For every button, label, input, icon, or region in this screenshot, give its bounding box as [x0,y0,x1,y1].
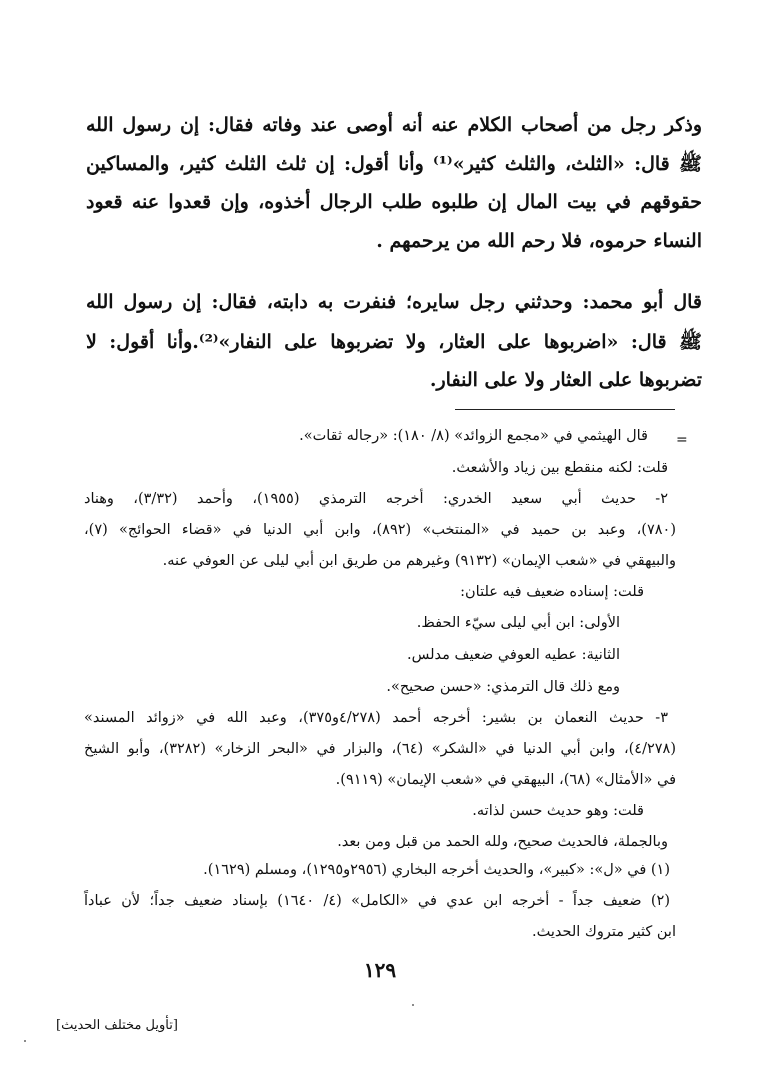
footnote-line: قلت: إسناده ضعيف فيه علتان: [460,584,644,600]
footnote-line: (٤/٢٧٨)، وابن أبي الدنيا في «الشكر» (٦٤)، والبزار في «البحر الزخار» (٣٢٨٢)، وأبو الشيخ [84,741,676,757]
footnote-line: والبيهقي في «شعب الإيمان» (٩١٣٢) وغيرهم من طريق ابن أبي ليلى عن العوفي عنه. [162,553,676,569]
footnote-continuation-mark: = [676,432,688,448]
footnote-line: ابن كثير متروك الحديث. [532,924,676,940]
footnote-separator [455,409,675,410]
footnote-line: قال الهيثمي في «مجمع الزوائد» (٨/ ١٨٠): «رجاله ثقات». [299,428,648,444]
main-text-line: وذكر رجل من أصحاب الكلام عنه أنه أوصى عند وفاته فقال: إن رسول الله [86,114,702,136]
footnote-line: الثانية: عطيه العوفي ضعيف مدلس. [407,647,620,663]
page-number: ١٢٩ [363,958,397,982]
footnote-line: الأولى: ابن أبي ليلى سيّء الحفظ. [416,615,620,631]
footnote-line: قلت: وهو حديث حسن لذاته. [472,803,644,819]
main-text-line: تضربوها على العثار ولا على النفار. [429,369,702,391]
scan-speck [24,1040,26,1042]
footnote-line: وبالجملة، فالحديث صحيح، ولله الحمد من قبل ومن بعد. [337,834,668,850]
footnote-line: (١) في «ل»: «كبير»، والحديث أخرجه البخاري (٢٩٥٦و١٢٩٥)، ومسلم (١٦٢٩). [203,862,670,878]
footnote-line: ٣- حديث النعمان بن بشير: أخرجه أحمد (٤/٢٧٨و٣٧٥)، وعبد الله في «زوائد المسند» [84,710,668,726]
main-text-line: النساء حرموه، فلا رحم الله من يرحمهم . [376,230,702,252]
running-footer: [تأويل مختلف الحديث] [56,1018,178,1033]
footnote-line: ومع ذلك قال الترمذي: «حسن صحيح». [386,679,620,695]
footnote-line: ٢- حديث أبي سعيد الخدري: أخرجه الترمذي (١٩٥٥)، وأحمد (٣/٣٢)، وهناد [84,491,668,507]
footnote-line: قلت: لكنه منقطع بين زياد والأشعث. [451,460,668,476]
main-text-line: ﷺ قال: «الثلث، والثلث كثير»⁽¹⁾ وأنا أقول: إن ثلث الثلث كثير، والمساكين [86,153,702,175]
main-text-line: حقوقهم في بيت المال إن طلبوه طلب الرجال أخذوه، وإن قعدوا عنه قعود [86,191,702,213]
footnote-line: في «الأمثال» (٦٨)، البيهقي في «شعب الإيمان» (٩١١٩). [335,772,676,788]
scan-speck [412,1004,414,1006]
main-text-line: قال أبو محمد: وحدثني رجل سايره؛ فنفرت به دابته، فقال: إن رسول الله [86,291,702,313]
footnote-line: (٧٨٠)، وعبد بن حميد في «المنتخب» (٨٩٢)، وابن أبي الدنيا في «قضاء الحوائج» (٧)، [84,522,676,538]
main-text-line: ﷺ قال: «اضربوها على العثار، ولا تضربوها على النفار»⁽²⁾.وأنا أقول: لا [86,331,702,353]
footnote-line: (٢) ضعيف جداً - أخرجه ابن عدي في «الكامل» (٤/ ١٦٤٠) بإسناد ضعيف جداً؛ لأن عباداً [84,893,671,909]
